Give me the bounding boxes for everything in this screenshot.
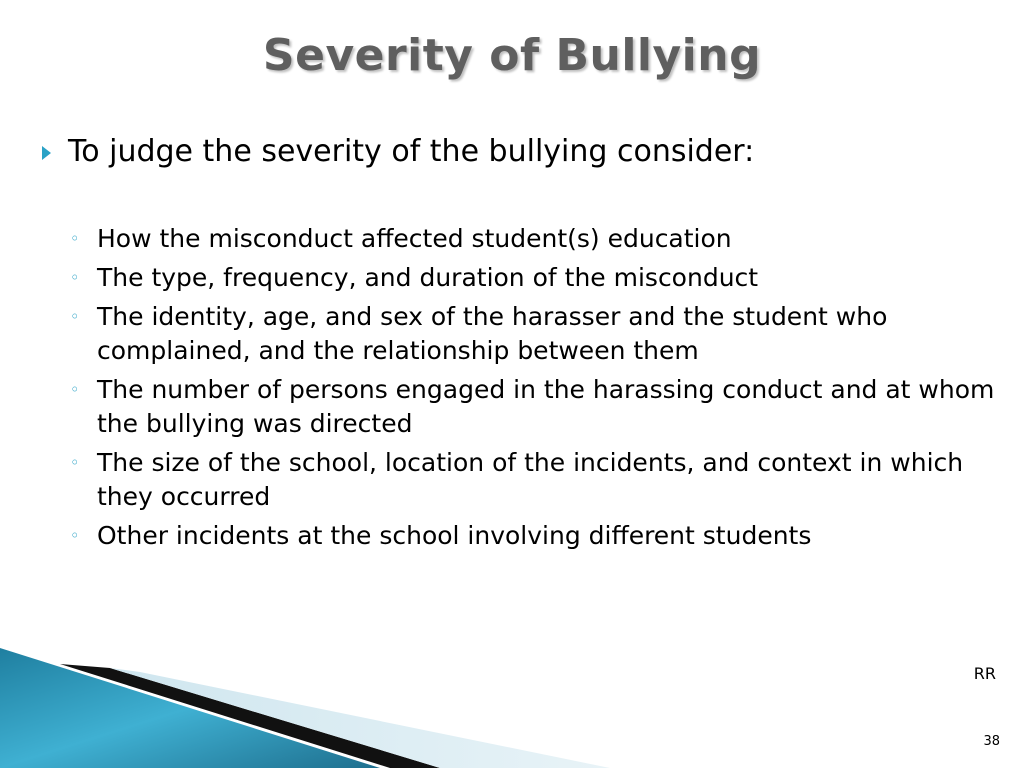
sub-bullet-item xyxy=(70,222,1000,256)
sub-bullet-text: The size of the school, location of the incidents, and context in which they occurred xyxy=(97,448,964,511)
triangle-bullet-icon xyxy=(42,146,51,160)
circle-bullet-icon: ◦ xyxy=(70,453,80,472)
sub-bullet-item xyxy=(70,519,1000,553)
circle-bullet-icon: ◦ xyxy=(70,307,80,326)
circle-bullet-icon: ◦ xyxy=(70,229,80,248)
sub-bullet-item xyxy=(70,446,1000,514)
slide-title: Severity of Bullying xyxy=(262,30,762,81)
circle-bullet-icon: ◦ xyxy=(70,526,80,545)
page-number: 38 xyxy=(983,734,1000,749)
main-bullet xyxy=(42,133,1002,171)
sub-bullet-text: How the misconduct affected student(s) education xyxy=(97,224,732,253)
sub-bullet-text: The type, frequency, and duration of the misconduct xyxy=(97,263,759,292)
sub-bullet-item xyxy=(70,261,1000,295)
sub-bullet-text: The number of persons engaged in the harassing conduct and at whom the bullying was directed xyxy=(97,375,995,438)
footer-text: RR xyxy=(973,664,996,683)
sub-bullet-item xyxy=(70,373,1000,441)
sub-bullet-list xyxy=(70,222,1000,558)
sub-bullet-item xyxy=(70,300,1000,368)
circle-bullet-icon: ◦ xyxy=(70,380,80,399)
sub-bullet-text: Other incidents at the school involving different students xyxy=(97,521,812,550)
circle-bullet-icon: ◦ xyxy=(70,268,80,287)
main-bullet-text: To judge the severity of the bullying consider: xyxy=(68,134,755,169)
sub-bullet-text: The identity, age, and sex of the harasser and the student who complained, and the relationship between them xyxy=(97,302,888,365)
